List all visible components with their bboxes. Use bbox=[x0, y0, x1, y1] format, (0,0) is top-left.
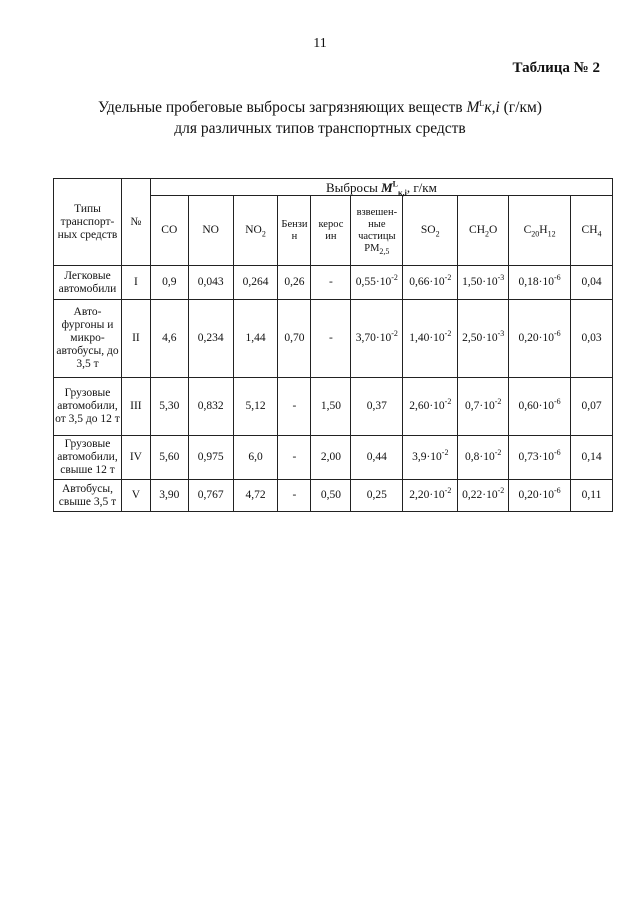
group-sub: к,i bbox=[398, 188, 407, 198]
row-number: III bbox=[121, 378, 150, 436]
group-sup: L bbox=[392, 179, 398, 189]
document-title bbox=[0, 97, 640, 139]
cell-petrol: - bbox=[278, 378, 311, 436]
cell-no2: 1,44 bbox=[233, 300, 278, 378]
header-no: NO bbox=[188, 196, 233, 266]
table-row bbox=[54, 266, 613, 300]
cell-c20h12: $0,18\cdot 10^{-6}$ bbox=[509, 266, 571, 300]
cell-no: 0,043 bbox=[188, 266, 233, 300]
header-no2: $NO_2$ bbox=[233, 196, 278, 266]
row-number: IV bbox=[121, 436, 150, 480]
row-number: V bbox=[121, 480, 150, 512]
cell-petrol: 0,26 bbox=[278, 266, 311, 300]
cell-no: 0,832 bbox=[188, 378, 233, 436]
header-types: Типы транспорт-ных средств bbox=[54, 179, 122, 266]
cell-petrol: 0,70 bbox=[278, 300, 311, 378]
vehicle-type: Легковые автомобили bbox=[54, 266, 122, 300]
cell-ch4: 0,04 bbox=[571, 266, 613, 300]
cell-no2: 6,0 bbox=[233, 436, 278, 480]
cell-ch4: 0,07 bbox=[571, 378, 613, 436]
table-body bbox=[54, 266, 613, 512]
cell-so2: $2,20\cdot 10^{-2}$ bbox=[403, 480, 458, 512]
table-row bbox=[54, 378, 613, 436]
cell-pm: $0,55\cdot 10^{-2}$ bbox=[351, 266, 403, 300]
title-line-2: для различных типов транспортных средств bbox=[174, 120, 466, 137]
cell-so2: $0,66\cdot 10^{-2}$ bbox=[403, 266, 458, 300]
cell-no2: 0,264 bbox=[233, 266, 278, 300]
table-row bbox=[54, 300, 613, 378]
cell-pm: 0,25 bbox=[351, 480, 403, 512]
group-suffix: , г/км bbox=[406, 179, 437, 195]
cell-ch2o: $0,8\cdot 10^{-2}$ bbox=[458, 436, 509, 480]
cell-ch2o: $1,50\cdot 10^{-3}$ bbox=[458, 266, 509, 300]
cell-pm: $3,70\cdot 10^{-2}$ bbox=[351, 300, 403, 378]
vehicle-type: Авто-фургоны и микро-автобусы, до 3,5 т bbox=[54, 300, 122, 378]
cell-co: 5,30 bbox=[150, 378, 188, 436]
cell-no: 0,767 bbox=[188, 480, 233, 512]
title-symbol-sub: к,i bbox=[484, 99, 500, 116]
header-petrol: Бензи н bbox=[278, 196, 311, 266]
cell-ch4: 0,03 bbox=[571, 300, 613, 378]
row-number: I bbox=[121, 266, 150, 300]
cell-co: 5,60 bbox=[150, 436, 188, 480]
header-emissions bbox=[150, 179, 612, 196]
vehicle-type: Грузовые автомобили, от 3,5 до 12 т bbox=[54, 378, 122, 436]
table-row bbox=[54, 480, 613, 512]
header-kerosene: керос ин bbox=[311, 196, 351, 266]
group-prefix: Выбросы bbox=[325, 179, 382, 195]
cell-co: 4,6 bbox=[150, 300, 188, 378]
cell-ch2o: $0,7\cdot 10^{-2}$ bbox=[458, 378, 509, 436]
cell-c20h12: $0,73\cdot 10^{-6}$ bbox=[509, 436, 571, 480]
cell-ch4: 0,14 bbox=[571, 436, 613, 480]
title-prefix: Удельные пробеговые выбросы загрязняющих веществ bbox=[98, 99, 467, 116]
cell-ch4: 0,11 bbox=[571, 480, 613, 512]
vehicle-type: Автобусы, свыше 3,5 т bbox=[54, 480, 122, 512]
title-symbol-sup: L bbox=[479, 98, 485, 108]
cell-c20h12: $0,60\cdot 10^{-6}$ bbox=[509, 378, 571, 436]
cell-so2: $2,60\cdot 10^{-2}$ bbox=[403, 378, 458, 436]
cell-kerosene: - bbox=[311, 300, 351, 378]
cell-c20h12: $0,20\cdot 10^{-6}$ bbox=[509, 300, 571, 378]
title-suffix: (г/км) bbox=[499, 99, 542, 116]
cell-kerosene: - bbox=[311, 266, 351, 300]
cell-co: 3,90 bbox=[150, 480, 188, 512]
vehicle-type: Грузовые автомобили, свыше 12 т bbox=[54, 436, 122, 480]
table-label: Таблица № 2 bbox=[512, 60, 600, 76]
cell-petrol: - bbox=[278, 436, 311, 480]
cell-kerosene: 0,50 bbox=[311, 480, 351, 512]
cell-kerosene: 2,00 bbox=[311, 436, 351, 480]
cell-no: 0,975 bbox=[188, 436, 233, 480]
header-so2: $SO_2$ bbox=[403, 196, 458, 266]
cell-so2: $1,40\cdot 10^{-2}$ bbox=[403, 300, 458, 378]
cell-so2: $3,9\cdot 10^{-2}$ bbox=[403, 436, 458, 480]
row-number: II bbox=[121, 300, 150, 378]
header-c20h12: $C_{20}H_{12}$ bbox=[509, 196, 571, 266]
header-num: № bbox=[121, 179, 150, 266]
group-symbol: M bbox=[381, 179, 393, 195]
cell-no2: 4,72 bbox=[233, 480, 278, 512]
cell-c20h12: $0,20\cdot 10^{-6}$ bbox=[509, 480, 571, 512]
cell-petrol: - bbox=[278, 480, 311, 512]
header-pm: взвешен-ные частицы $PM_{2,5}$ bbox=[351, 196, 403, 266]
header-ch4: $CH_4$ bbox=[571, 196, 613, 266]
cell-pm: 0,37 bbox=[351, 378, 403, 436]
title-symbol: M bbox=[466, 99, 480, 116]
header-co: CO bbox=[150, 196, 188, 266]
cell-ch2o: $0,22\cdot 10^{-2}$ bbox=[458, 480, 509, 512]
page-number: 11 bbox=[313, 36, 327, 51]
cell-ch2o: $2,50\cdot 10^{-3}$ bbox=[458, 300, 509, 378]
header-ch2o: $CH_2O$ bbox=[458, 196, 509, 266]
cell-no2: 5,12 bbox=[233, 378, 278, 436]
cell-pm: 0,44 bbox=[351, 436, 403, 480]
table-row bbox=[54, 436, 613, 480]
cell-kerosene: 1,50 bbox=[311, 378, 351, 436]
title-line-1 bbox=[0, 97, 640, 118]
header-row-1 bbox=[54, 179, 613, 196]
cell-co: 0,9 bbox=[150, 266, 188, 300]
emissions-table bbox=[53, 178, 613, 512]
cell-no: 0,234 bbox=[188, 300, 233, 378]
